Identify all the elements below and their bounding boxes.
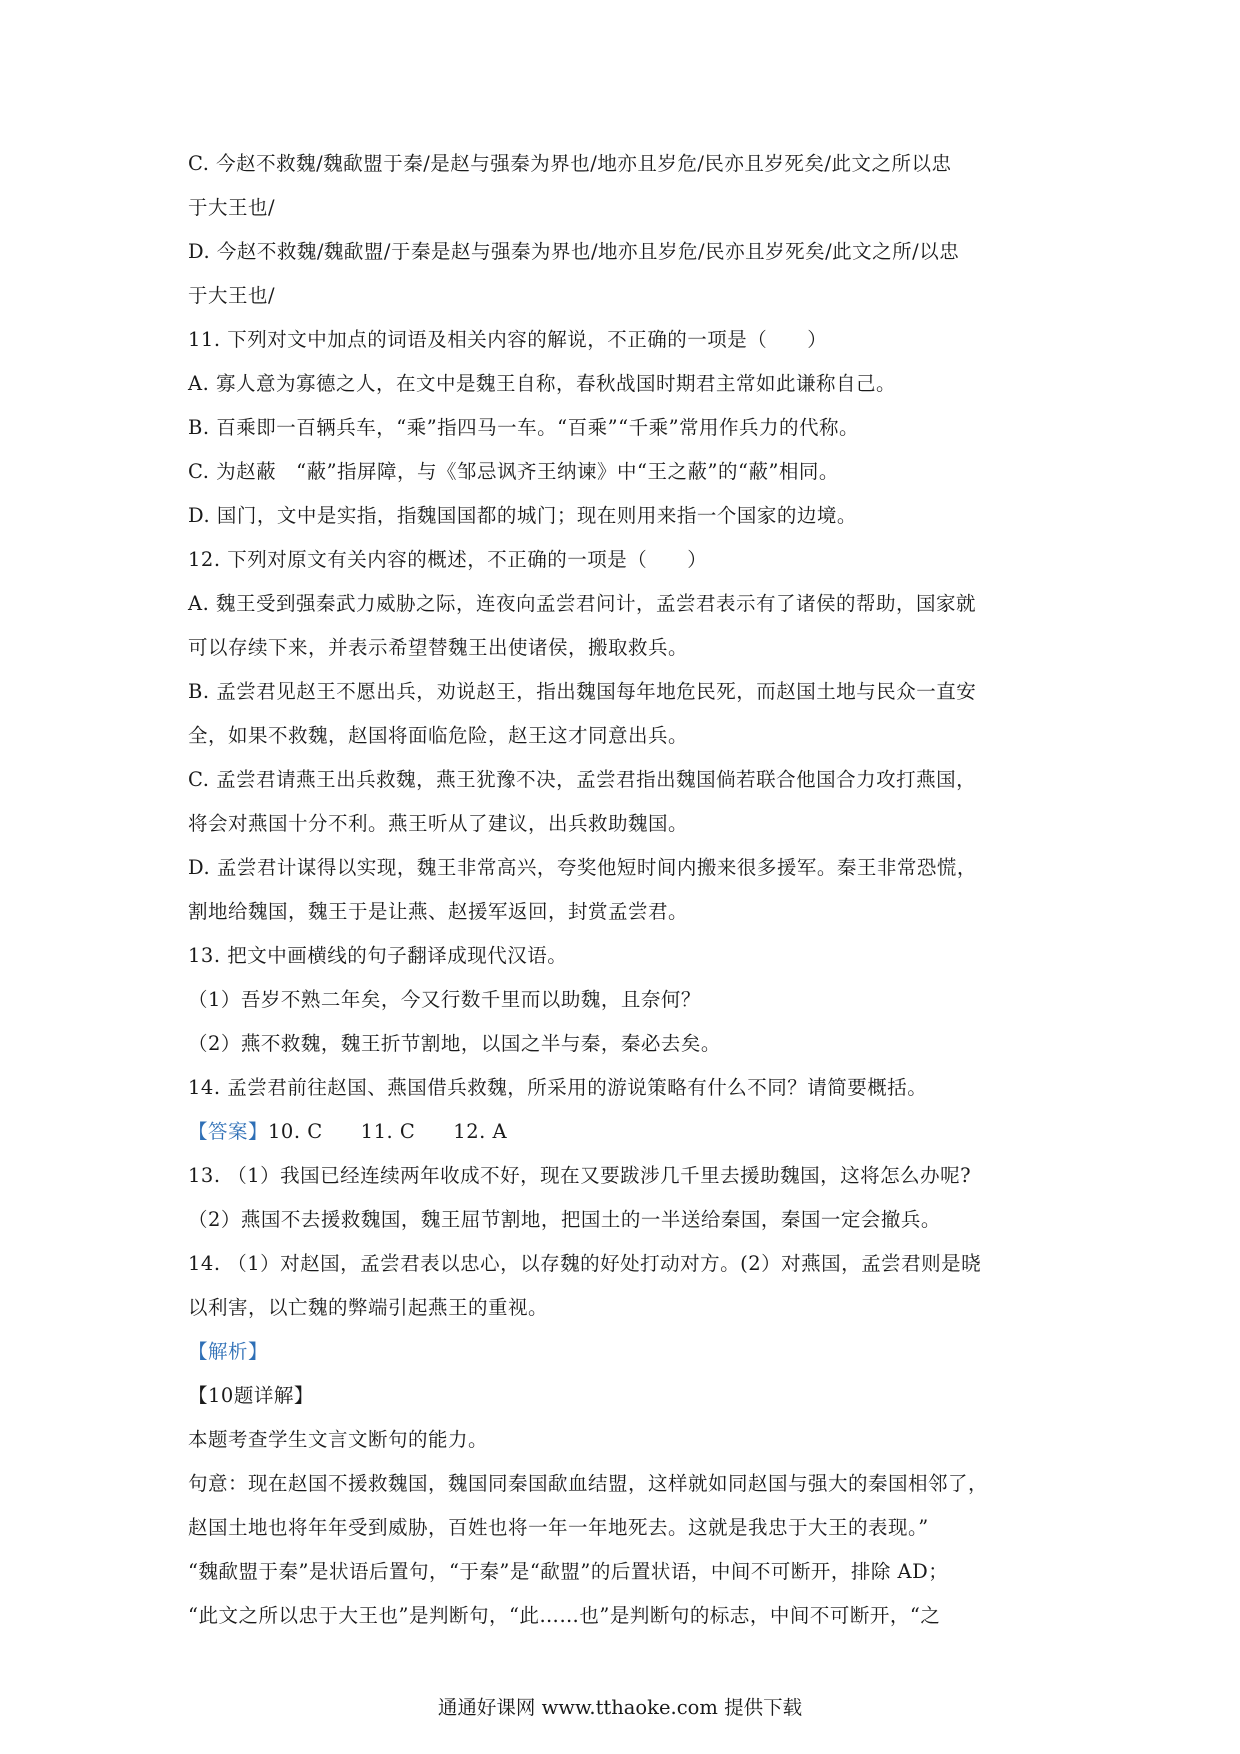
q12-option-c-line1: C. 孟尝君请燕王出兵救魏，燕王犹豫不决，孟尝君指出魏国倘若联合他国合力攻打燕国， (188, 768, 977, 791)
q11-option-b: B. 百乘即一百辆兵车，“乘”指四马一车。“百乘”“千乘”常用作兵力的代称。 (188, 416, 860, 439)
analysis-para-4: “此文之所以忠于大王也”是判断句，“此……也”是判断句的标志，中间不可断开，“之 (188, 1604, 941, 1627)
page-footer: 通通好课网 www.tthaoke.com 提供下载 (437, 1696, 803, 1719)
analysis-para-3: “魏歃盟于秦”是状语后置句，“于秦”是“歃盟”的后置状语，中间不可断开，排除 AD； (188, 1560, 949, 1583)
answer-row (188, 1110, 1068, 1154)
analysis-sub-label: 【10题详解】 (188, 1384, 314, 1407)
q10-option-c-line2: 于大王也/ (188, 196, 276, 219)
q12-option-d-line2: 割地给魏国，魏王于是让燕、赵援军返回，封赏孟尝君。 (188, 900, 689, 923)
document-body (188, 142, 1068, 1638)
analysis-para-2-line1: 句意：现在赵国不援救魏国，魏国同秦国歃血结盟，这样就如同赵国与强大的秦国相邻了， (188, 1472, 989, 1495)
answer-label: 【答案】 (188, 1120, 269, 1143)
analysis-para-1: 本题考查学生文言文断句的能力。 (188, 1428, 489, 1451)
q13-stem: 13. 把文中画横线的句子翻译成现代汉语。 (188, 944, 568, 967)
q11-option-c: C. 为赵蔽 “蔽”指屏障，与《邹忌讽齐王纳谏》中“王之蔽”的“蔽”相同。 (188, 460, 839, 483)
answer-12: 12. A (453, 1120, 508, 1143)
q10-option-d-line2: 于大王也/ (188, 284, 276, 307)
q12-option-a-line2: 可以存续下来，并表示希望替魏王出使诸侯，搬取救兵。 (188, 636, 689, 659)
q12-option-c-line2: 将会对燕国十分不利。燕王听从了建议，出兵救助魏国。 (188, 812, 689, 835)
q14-stem: 14. 孟尝君前往赵国、燕国借兵救魏，所采用的游说策略有什么不同？请简要概括。 (188, 1076, 928, 1099)
answer-13-line1: 13. （1）我国已经连续两年收成不好，现在又要跋涉几千里去援助魏国，这将怎么办呢? (188, 1164, 972, 1187)
answer-10: 10. C (268, 1120, 323, 1143)
q13-sentence-2: （2）燕不救魏，魏王折节割地，以国之半与秦，秦必去矣。 (188, 1032, 721, 1055)
q11-option-a: A. 寡人意为寡德之人，在文中是魏王自称，春秋战国时期君主常如此谦称自己。 (188, 372, 896, 395)
q12-option-d-line1: D. 孟尝君计谋得以实现，魏王非常高兴，夸奖他短时间内搬来很多援军。秦王非常恐慌， (188, 856, 977, 879)
q12-option-b-line2: 全，如果不救魏，赵国将面临危险，赵王这才同意出兵。 (188, 724, 689, 747)
q13-sentence-1: （1）吾岁不熟二年矣，今又行数千里而以助魏，且奈何？ (188, 988, 701, 1011)
q12-option-b-line1: B. 孟尝君见赵王不愿出兵，劝说赵王，指出魏国每年地危民死，而赵国土地与民众一直安 (188, 680, 977, 703)
q12-option-a-line1: A. 魏王受到强秦武力威胁之际，连夜向孟尝君问计，孟尝君表示有了诸侯的帮助，国家就 (188, 592, 976, 615)
q12-stem: 12. 下列对原文有关内容的概述，不正确的一项是（ ） (188, 548, 708, 571)
q11-stem: 11. 下列对文中加点的词语及相关内容的解说，不正确的一项是（ ） (188, 328, 828, 351)
q10-option-d-line1: D. 今赵不救魏/魏歃盟/于秦是赵与强秦为界也/地亦且岁危/民亦且岁死矣/此文之所/以忠 (188, 240, 960, 263)
answer-14-line1: 14. （1）对赵国，孟尝君表以忠心，以存魏的好处打动对方。(2）对燕国，孟尝君则是晓 (188, 1252, 982, 1275)
answer-13-line2: （2）燕国不去援救魏国，魏王屈节割地，把国土的一半送给秦国，秦国一定会撤兵。 (188, 1208, 941, 1231)
answer-11: 11. C (360, 1120, 416, 1143)
analysis-label: 【解析】 (188, 1340, 269, 1363)
q11-option-d: D. 国门，文中是实指，指魏国国都的城门；现在则用来指一个国家的边境。 (188, 504, 857, 527)
analysis-para-2-line2: 赵国土地也将年年受到威胁，百姓也将一年一年地死去。这就是我忠于大王的表现。” (188, 1516, 929, 1539)
q10-option-c-line1: C. 今赵不救魏/魏歃盟于秦/是赵与强秦为界也/地亦且岁危/民亦且岁死矣/此文之所以忠 (188, 152, 952, 175)
answer-14-line2: 以利害，以亡魏的弊端引起燕王的重视。 (188, 1296, 549, 1319)
